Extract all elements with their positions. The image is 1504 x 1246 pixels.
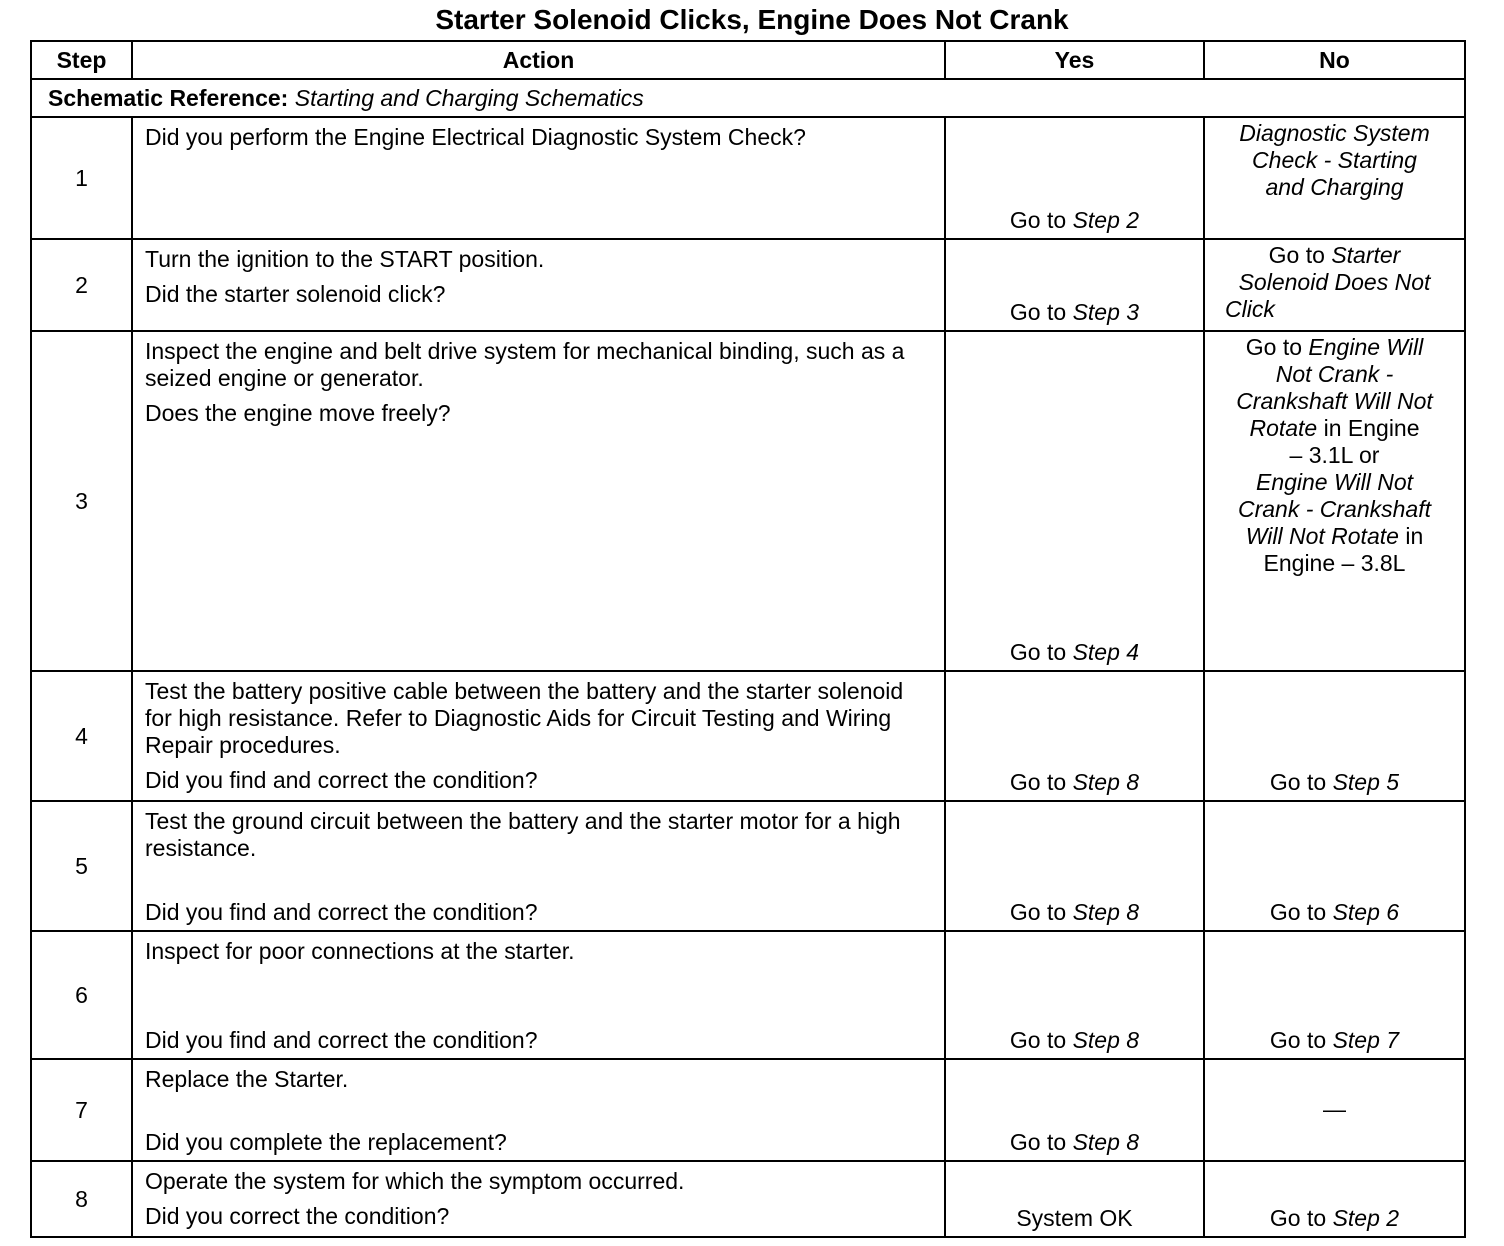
yes-step-ref: Step 4	[1072, 639, 1140, 665]
yes-cell	[945, 671, 1204, 801]
no-prefix: Go to	[1269, 899, 1333, 925]
table-row	[31, 1161, 1465, 1237]
no-line: Check - Starting	[1252, 147, 1417, 173]
yes-cell	[945, 331, 1204, 671]
page-title: Starter Solenoid Clicks, Engine Does Not Crank	[435, 4, 1069, 35]
step-number: 3	[31, 331, 132, 671]
no-line: Go to Starter	[1268, 242, 1401, 268]
no-line: – 3.1L or	[1289, 442, 1380, 468]
no-cell	[1204, 117, 1465, 239]
schematic-reference-label: Schematic Reference:	[48, 84, 289, 111]
no-step-ref: Step 6	[1332, 899, 1400, 925]
no-line: Diagnostic System	[1239, 120, 1430, 146]
yes-step-ref: Step 8	[1072, 1129, 1140, 1155]
yes-step-ref: Step 3	[1072, 299, 1140, 325]
yes-prefix: Go to	[1009, 769, 1073, 795]
no-step-ref: Step 5	[1332, 769, 1400, 795]
yes-cell	[945, 117, 1204, 239]
table-row	[31, 671, 1465, 801]
no-line: Go to Engine Will	[1245, 334, 1424, 360]
table-row	[31, 331, 1465, 671]
yes-prefix: Go to	[1009, 639, 1073, 665]
yes-cell	[945, 801, 1204, 931]
action-cell	[132, 331, 945, 671]
no-cell: —	[1204, 1059, 1465, 1161]
yes-step-ref: Step 8	[1072, 1027, 1140, 1053]
action-question: Does the engine move freely?	[145, 400, 451, 426]
table-row	[31, 117, 1465, 239]
action-cell	[132, 931, 945, 1059]
header-yes: Yes	[945, 41, 1204, 79]
no-line: Crankshaft Will Not	[1236, 388, 1433, 414]
step-number: 1	[31, 117, 132, 239]
header-step: Step	[31, 41, 132, 79]
header-no: No	[1204, 41, 1465, 79]
no-cell	[1204, 671, 1465, 801]
yes-prefix: Go to	[1009, 899, 1073, 925]
yes-step-ref: Step 8	[1072, 769, 1140, 795]
no-line: Will Not Rotate in	[1245, 523, 1424, 549]
yes-prefix: Go to	[1009, 299, 1073, 325]
yes-step-ref: Step 2	[1072, 207, 1140, 233]
schematic-reference-value: Starting and Charging Schematics	[294, 84, 644, 111]
no-line: Click	[1225, 296, 1275, 322]
action-text: Test the battery positive cable between the battery and the starter solenoid for high resistance. Refer to Diagnostic Aids for Circuit Testing and Wiring Repair procedures.	[145, 678, 904, 758]
step-number: 6	[31, 931, 132, 1059]
action-question: Did you find and correct the condition?	[145, 899, 538, 925]
table-row	[31, 1059, 1465, 1161]
no-prefix: Go to	[1269, 769, 1333, 795]
action-question: Did the starter solenoid click?	[145, 281, 446, 307]
step-number: 5	[31, 801, 132, 931]
action-text: Did you perform the Engine Electrical Diagnostic System Check?	[145, 124, 806, 150]
table-row	[31, 931, 1465, 1059]
action-question: Did you correct the condition?	[145, 1203, 450, 1229]
yes-cell: System OK	[945, 1161, 1204, 1237]
yes-prefix: Go to	[1009, 1129, 1073, 1155]
step-number: 7	[31, 1059, 132, 1161]
step-number: 4	[31, 671, 132, 801]
header-action: Action	[132, 41, 945, 79]
no-cell	[1204, 931, 1465, 1059]
no-line: Rotate in Engine	[1249, 415, 1420, 441]
action-text: Inspect the engine and belt drive system for mechanical binding, such as a seized engine or generator.	[145, 338, 905, 391]
no-line: Engine Will Not	[1255, 469, 1414, 495]
no-cell	[1204, 239, 1465, 331]
yes-step-ref: Step 8	[1072, 899, 1140, 925]
yes-cell	[945, 931, 1204, 1059]
action-cell	[132, 239, 945, 331]
no-prefix: Go to	[1269, 1205, 1333, 1231]
action-text: Turn the ignition to the START position.	[145, 246, 545, 272]
schematic-reference-row	[31, 79, 1465, 117]
table-row	[31, 801, 1465, 931]
action-cell	[132, 1161, 945, 1237]
no-step-ref: Step 7	[1332, 1027, 1400, 1053]
yes-prefix: Go to	[1009, 1027, 1073, 1053]
action-text: Operate the system for which the symptom occurred.	[145, 1168, 685, 1194]
no-line: Solenoid Does Not	[1238, 269, 1431, 295]
action-cell	[132, 671, 945, 801]
diagnostic-table	[30, 40, 1466, 1238]
action-cell	[132, 801, 945, 931]
step-number: 8	[31, 1161, 132, 1237]
yes-cell	[945, 1059, 1204, 1161]
no-line: and Charging	[1265, 174, 1404, 200]
step-number: 2	[31, 239, 132, 331]
action-cell	[132, 117, 945, 239]
yes-prefix: Go to	[1009, 207, 1073, 233]
schematic-reference	[31, 79, 1465, 117]
action-question: Did you find and correct the condition?	[145, 1027, 538, 1053]
action-question: Did you complete the replacement?	[145, 1129, 507, 1155]
action-text: Test the ground circuit between the battery and the starter motor for a high resistance.	[145, 808, 901, 861]
action-text: Inspect for poor connections at the starter.	[145, 938, 575, 964]
no-line: Engine – 3.8L	[1263, 550, 1406, 576]
no-cell	[1204, 1161, 1465, 1237]
no-cell	[1204, 331, 1465, 671]
no-step-ref: Step 2	[1332, 1205, 1400, 1231]
table-row	[31, 239, 1465, 331]
no-cell	[1204, 801, 1465, 931]
no-prefix: Go to	[1269, 1027, 1333, 1053]
action-cell	[132, 1059, 945, 1161]
no-line: Not Crank -	[1275, 361, 1394, 387]
no-line: Crank - Crankshaft	[1237, 496, 1431, 522]
action-question: Did you find and correct the condition?	[145, 767, 538, 793]
header-row	[31, 41, 1465, 79]
action-text: Replace the Starter.	[145, 1066, 349, 1092]
yes-cell	[945, 239, 1204, 331]
